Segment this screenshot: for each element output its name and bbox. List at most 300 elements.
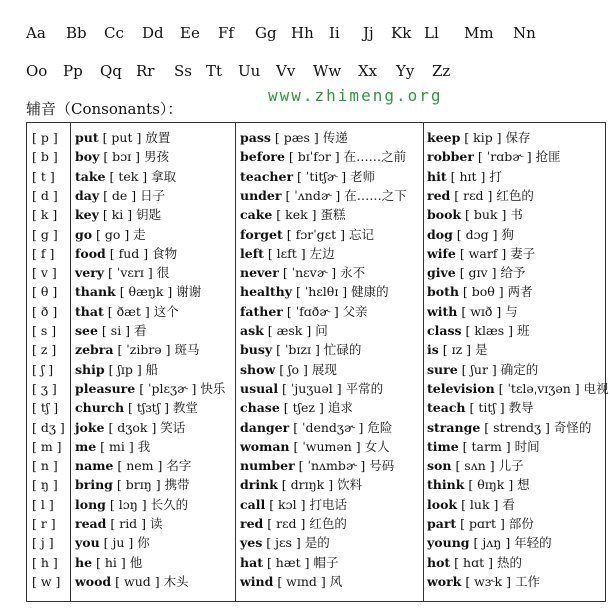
- phonetic-symbol: [ ʒ ]: [32, 380, 57, 396]
- table-row: [27, 205, 605, 224]
- meaning: 想: [517, 477, 530, 493]
- example-cell: [240, 553, 420, 572]
- meaning: 平常的: [345, 380, 384, 396]
- example-cell: [75, 167, 235, 186]
- example-word: cake: [240, 207, 273, 223]
- pronunciation: [ pæs ]: [270, 130, 323, 145]
- pronunciation: [ si ]: [97, 323, 135, 338]
- pronunciation: [ æsk ]: [263, 323, 316, 338]
- meaning: 老师: [350, 168, 376, 184]
- alphabet-letter: Nn: [513, 24, 536, 42]
- alphabet-letter: Mm: [464, 24, 494, 42]
- example-word: ask: [240, 323, 264, 338]
- example-cell: [240, 572, 420, 591]
- pronunciation: [ warf ]: [455, 245, 511, 261]
- pronunciation: [ ˈtɛləˌvɪʒən ]: [494, 380, 584, 396]
- example-word: boy: [75, 149, 100, 165]
- pronunciation: [ hɑt ]: [450, 554, 497, 570]
- meaning: 在……之下: [344, 187, 407, 203]
- example-word: name: [75, 458, 114, 474]
- pronunciation: [ ˈwumən ]: [289, 438, 365, 454]
- table-row: [27, 321, 605, 340]
- example-cell: [427, 553, 605, 572]
- meaning: 传递: [322, 130, 348, 145]
- meaning: 男孩: [144, 149, 170, 165]
- example-cell: [240, 205, 420, 224]
- example-word: forget: [240, 226, 283, 242]
- example-word: dog: [427, 226, 453, 242]
- example-word: sure: [427, 361, 458, 377]
- meaning: 打电话: [309, 496, 347, 512]
- example-word: hat: [240, 554, 263, 570]
- meaning: 危险: [367, 419, 393, 435]
- example-cell: [427, 321, 605, 340]
- alphabet-letter: Kk: [391, 24, 412, 42]
- pronunciation: [ ki ]: [98, 207, 137, 223]
- table-row: [27, 225, 605, 244]
- watermark: www.zhimeng.org: [268, 86, 443, 105]
- example-cell: [75, 533, 235, 552]
- example-word: hot: [427, 554, 451, 570]
- phonetic-symbol: [ ð ]: [32, 303, 58, 319]
- consonants-heading: 辅音（Consonants）：: [26, 100, 183, 118]
- example-word: joke: [75, 419, 105, 435]
- meaning: 热的: [496, 554, 522, 570]
- example-cell: [427, 244, 605, 263]
- example-word: never: [240, 265, 279, 281]
- example-cell: [240, 225, 420, 244]
- alphabet-letter: Ww: [313, 62, 342, 80]
- example-word: go: [75, 226, 93, 242]
- phonetic-symbol: [ w ]: [32, 573, 61, 589]
- example-cell: [427, 398, 605, 417]
- example-word: work: [427, 573, 462, 589]
- table-row: [27, 533, 605, 552]
- example-word: before: [240, 149, 285, 165]
- pronunciation: [ wɝk ]: [461, 573, 515, 589]
- example-word: son: [427, 458, 452, 474]
- pronunciation: [ tʃɜtʃ ]: [124, 400, 173, 416]
- pronunciation: [ ˈhɛlθɪ ]: [292, 284, 352, 300]
- meaning: 斑马: [174, 342, 200, 358]
- meaning: 钥匙: [136, 207, 162, 223]
- meaning: 蛋糕: [320, 207, 346, 223]
- example-word: woman: [240, 438, 290, 454]
- meaning: 儿子: [498, 458, 524, 474]
- table-row: [27, 147, 605, 166]
- example-word: red: [240, 516, 264, 531]
- table-row: [27, 398, 605, 417]
- meaning: 奇怪的: [553, 419, 592, 435]
- meaning: 名字: [166, 458, 192, 474]
- meaning: 展现: [311, 361, 337, 377]
- example-word: long: [75, 496, 106, 512]
- alphabet-letter: Xx: [358, 62, 378, 80]
- example-word: healthy: [240, 284, 293, 300]
- example-word: show: [240, 361, 276, 377]
- example-cell: [75, 418, 235, 437]
- pronunciation: [ ˈvɛrɪ ]: [104, 265, 157, 281]
- example-cell: [240, 456, 420, 475]
- alphabet-letter: Qq: [100, 62, 122, 80]
- consonants-table: [26, 122, 609, 602]
- meaning: 时间: [514, 438, 540, 454]
- meaning: 书: [510, 207, 523, 223]
- pronunciation: [ ʃɪp ]: [104, 361, 146, 377]
- example-word: wind: [240, 573, 274, 589]
- meaning: 父亲: [342, 303, 368, 319]
- example-cell: [75, 225, 235, 244]
- pronunciation: [ brɪŋ ]: [112, 477, 165, 493]
- example-cell: [75, 340, 235, 359]
- meaning: 携带: [164, 477, 190, 493]
- phonetic-symbol: [ ʃ ]: [32, 361, 54, 377]
- example-cell: [75, 553, 235, 572]
- meaning: 日子: [140, 187, 166, 203]
- table-row: [27, 456, 605, 475]
- meaning: 教导: [508, 400, 534, 416]
- pronunciation: [ ˈjuʒuəl ]: [278, 380, 346, 396]
- pronunciation: [ go ]: [92, 226, 134, 242]
- pronunciation: [ rid ]: [106, 516, 151, 531]
- phonetic-symbol: [ t ]: [32, 168, 55, 184]
- example-cell: [427, 186, 605, 205]
- pronunciation: [ dɔg ]: [452, 226, 502, 242]
- meaning: 工作: [514, 573, 540, 589]
- meaning: 长久的: [150, 496, 189, 512]
- meaning: 食物: [152, 245, 178, 261]
- example-word: book: [427, 207, 462, 223]
- meaning: 你: [137, 535, 150, 551]
- example-word: with: [427, 303, 458, 319]
- pronunciation: [ ju ]: [99, 535, 138, 551]
- example-cell: [240, 340, 420, 359]
- example-cell: [75, 205, 235, 224]
- pronunciation: [ fɔrˈgɛt ]: [282, 226, 349, 242]
- pronunciation: [ ˈrɑbɚ ]: [473, 149, 536, 165]
- example-word: look: [427, 496, 458, 512]
- example-cell: [240, 147, 420, 166]
- table-row: [27, 263, 605, 282]
- example-cell: [240, 360, 420, 379]
- table-row: [27, 553, 605, 572]
- example-word: you: [75, 535, 100, 551]
- example-word: key: [75, 207, 99, 223]
- example-cell: [75, 244, 235, 263]
- example-cell: [427, 340, 605, 359]
- example-word: take: [75, 168, 106, 184]
- example-word: church: [75, 400, 125, 416]
- meaning: 是的: [304, 535, 330, 551]
- example-word: zebra: [75, 342, 114, 358]
- example-cell: [75, 456, 235, 475]
- table-row: [27, 379, 609, 398]
- meaning: 忙碌的: [323, 342, 362, 358]
- meaning: 木头: [163, 573, 189, 589]
- example-cell: [427, 456, 605, 475]
- pronunciation: [ lɛft ]: [263, 245, 310, 261]
- example-cell: [427, 572, 605, 591]
- phonetic-symbol: [ tʃ ]: [32, 400, 59, 416]
- example-word: both: [427, 284, 459, 300]
- example-cell: [240, 418, 420, 437]
- example-cell: [427, 128, 605, 147]
- pronunciation: [ put ]: [98, 130, 146, 145]
- example-cell: [75, 514, 235, 533]
- example-cell: [427, 282, 605, 301]
- pronunciation: [ gɪv ]: [455, 265, 501, 281]
- example-cell: [240, 263, 420, 282]
- table-row: [27, 572, 605, 591]
- alphabet-letter: Ee: [180, 24, 200, 42]
- example-word: keep: [427, 130, 461, 145]
- table-row: [27, 302, 605, 321]
- table-row: [27, 128, 605, 147]
- example-cell: [427, 514, 605, 533]
- meaning: 妻子: [510, 245, 536, 261]
- pronunciation: [ ˈbɪzɪ ]: [272, 342, 324, 358]
- example-word: usual: [240, 380, 279, 396]
- alphabet-letter: Ll: [424, 24, 439, 42]
- example-word: time: [427, 438, 459, 454]
- table-row: [27, 495, 605, 514]
- example-word: is: [427, 342, 439, 358]
- example-word: robber: [427, 149, 474, 165]
- example-cell: [75, 398, 235, 417]
- example-cell: [240, 533, 420, 552]
- example-word: busy: [240, 342, 273, 358]
- table-row: [27, 340, 605, 359]
- meaning: 饮料: [337, 477, 363, 493]
- meaning: 两者: [507, 284, 533, 300]
- example-cell: [75, 186, 235, 205]
- phonetic-symbol: [ p ]: [32, 130, 58, 145]
- example-cell: [240, 321, 420, 340]
- meaning: 放置: [145, 130, 171, 145]
- meaning: 笑话: [160, 419, 186, 435]
- example-word: hit: [427, 168, 447, 184]
- meaning: 电视: [583, 380, 609, 396]
- pronunciation: [ rɛd ]: [450, 187, 497, 203]
- table-row: [27, 186, 605, 205]
- example-word: wife: [427, 245, 456, 261]
- pronunciation: [ hæt ]: [262, 554, 314, 570]
- table-row: [27, 282, 605, 301]
- example-word: put: [75, 130, 99, 145]
- alphabet-letter: Uu: [238, 62, 261, 80]
- meaning: 船: [145, 361, 159, 377]
- meaning: 健康的: [351, 284, 389, 300]
- example-word: call: [240, 496, 266, 512]
- meaning: 打: [489, 168, 502, 184]
- example-cell: [75, 572, 235, 591]
- example-word: give: [427, 265, 456, 281]
- example-word: young: [427, 535, 470, 551]
- alphabet-letter: Rr: [136, 62, 155, 80]
- example-cell: [240, 514, 420, 533]
- meaning: 是: [475, 342, 488, 358]
- meaning: 与: [505, 303, 518, 319]
- meaning: 给予: [500, 265, 526, 281]
- example-cell: [427, 263, 605, 282]
- example-word: red: [427, 187, 451, 203]
- meaning: 抢匪: [535, 149, 561, 165]
- example-cell: [75, 475, 235, 494]
- example-cell: [427, 418, 605, 437]
- example-cell: [240, 398, 420, 417]
- example-word: television: [427, 380, 495, 396]
- phonetic-symbol: [ z ]: [32, 342, 57, 358]
- pronunciation: [ ˈplɛʒɚ ]: [135, 380, 201, 396]
- example-word: think: [427, 477, 465, 493]
- example-cell: [240, 282, 420, 301]
- example-word: strange: [427, 419, 481, 435]
- meaning: 左边: [309, 245, 335, 261]
- pronunciation: [ luk ]: [457, 496, 503, 512]
- phonetic-symbol: [ k ]: [32, 207, 58, 223]
- pronunciation: [ tʃez ]: [279, 400, 328, 416]
- example-cell: [427, 379, 609, 398]
- example-word: left: [240, 245, 264, 261]
- example-word: danger: [240, 419, 290, 435]
- example-cell: [75, 263, 235, 282]
- pronunciation: [ klæs ]: [461, 323, 517, 338]
- example-cell: [427, 147, 605, 166]
- alphabet-letter: Tt: [206, 62, 223, 80]
- pronunciation: [ hi ]: [92, 554, 130, 570]
- meaning: 走: [133, 226, 146, 242]
- phonetic-symbol: [ m ]: [32, 438, 62, 454]
- table-row: [27, 514, 605, 533]
- phonetic-symbol: [ d ]: [32, 187, 58, 203]
- example-cell: [427, 360, 605, 379]
- example-word: wood: [75, 573, 112, 589]
- example-cell: [427, 205, 605, 224]
- phonetic-symbol: [ f ]: [32, 245, 55, 261]
- pronunciation: [ kɔl ]: [265, 496, 310, 512]
- example-cell: [240, 475, 420, 494]
- alphabet-letter: Jj: [363, 24, 374, 42]
- example-cell: [240, 302, 420, 321]
- alphabet-letter: Aa: [26, 24, 46, 42]
- example-word: thank: [75, 284, 116, 300]
- pronunciation: [ titʃ ]: [465, 400, 509, 416]
- pronunciation: [ kek ]: [272, 207, 321, 223]
- example-cell: [240, 495, 420, 514]
- pronunciation: [ wɪð ]: [457, 303, 506, 319]
- example-cell: [240, 186, 420, 205]
- phonetic-symbol: [ h ]: [32, 554, 58, 570]
- table-row: [27, 360, 605, 379]
- example-word: teach: [427, 400, 466, 416]
- example-word: that: [75, 303, 104, 319]
- alphabet-letter: Ss: [174, 62, 192, 80]
- pronunciation: [ ˈzibrə ]: [113, 342, 175, 358]
- pronunciation: [ θɪŋk ]: [464, 477, 518, 493]
- pronunciation: [ sʌn ]: [451, 458, 499, 474]
- example-word: yes: [240, 535, 263, 551]
- meaning: 部份: [508, 516, 534, 531]
- pronunciation: [ buk ]: [461, 207, 511, 223]
- pronunciation: [ ˈnʌmbɚ ]: [294, 458, 370, 474]
- meaning: 在……之前: [343, 149, 407, 165]
- example-word: me: [75, 438, 97, 454]
- example-cell: [75, 321, 235, 340]
- meaning: 红色的: [496, 187, 534, 203]
- meaning: 看: [502, 496, 515, 512]
- pronunciation: [ strendʒ ]: [480, 419, 554, 435]
- example-cell: [427, 437, 605, 456]
- pronunciation: [ ˈfɑðɚ ]: [282, 303, 343, 319]
- alphabet-letter: Pp: [63, 62, 83, 80]
- example-cell: [240, 128, 420, 147]
- table-row: [27, 418, 605, 437]
- example-cell: [240, 379, 420, 398]
- pronunciation: [ drɪŋk ]: [277, 477, 338, 493]
- example-cell: [75, 147, 235, 166]
- example-word: ship: [75, 361, 105, 377]
- alphabet-letter: Gg: [255, 24, 277, 42]
- example-cell: [75, 437, 235, 456]
- pronunciation: [ ˈʌndɚ ]: [281, 187, 345, 203]
- phonetic-symbol: [ s ]: [32, 323, 57, 338]
- alphabet-letter: Yy: [396, 62, 415, 80]
- phonetic-symbol: [ n ]: [32, 458, 58, 474]
- example-word: drink: [240, 477, 278, 493]
- table-row: [27, 244, 605, 263]
- meaning: 忘记: [348, 226, 374, 242]
- example-word: food: [75, 245, 106, 261]
- example-word: part: [427, 516, 457, 531]
- pronunciation: [ hɪt ]: [446, 168, 490, 184]
- pronunciation: [ ˈtitʃɚ ]: [293, 168, 351, 184]
- alphabet-letter: Zz: [432, 62, 451, 80]
- example-cell: [75, 495, 235, 514]
- pronunciation: [ jʌŋ ]: [469, 535, 515, 551]
- example-word: very: [75, 265, 105, 281]
- meaning: 他: [129, 554, 143, 570]
- phonetic-symbol: [ ŋ ]: [32, 477, 58, 493]
- meaning: 这个: [153, 303, 179, 319]
- example-word: chase: [240, 400, 280, 416]
- meaning: 追求: [327, 400, 353, 416]
- pronunciation: [ bɔɪ ]: [99, 149, 144, 165]
- meaning: 快乐: [200, 380, 226, 396]
- alphabet-letter: Cc: [104, 24, 124, 42]
- pronunciation: [ ʃur ]: [457, 361, 501, 377]
- example-word: pleasure: [75, 380, 136, 396]
- meaning: 确定的: [500, 361, 539, 377]
- meaning: 看: [134, 323, 147, 338]
- pronunciation: [ tek ]: [105, 168, 152, 184]
- meaning: 班: [516, 323, 530, 338]
- pronunciation: [ ˈnɛvɚ ]: [278, 265, 341, 281]
- example-word: pass: [240, 130, 271, 145]
- meaning: 年轻的: [514, 535, 552, 551]
- example-word: he: [75, 554, 93, 570]
- meaning: 读: [150, 516, 163, 531]
- pronunciation: [ kip ]: [460, 130, 506, 145]
- example-word: read: [75, 516, 107, 531]
- phonetic-symbol: [ j ]: [32, 535, 54, 551]
- pronunciation: [ dʒok ]: [104, 419, 161, 435]
- alphabet-letter: Ii: [329, 24, 340, 42]
- pronunciation: [ rɛd ]: [263, 516, 310, 531]
- example-word: class: [427, 323, 462, 338]
- meaning: 拿取: [151, 168, 177, 184]
- example-cell: [75, 282, 235, 301]
- example-cell: [427, 495, 605, 514]
